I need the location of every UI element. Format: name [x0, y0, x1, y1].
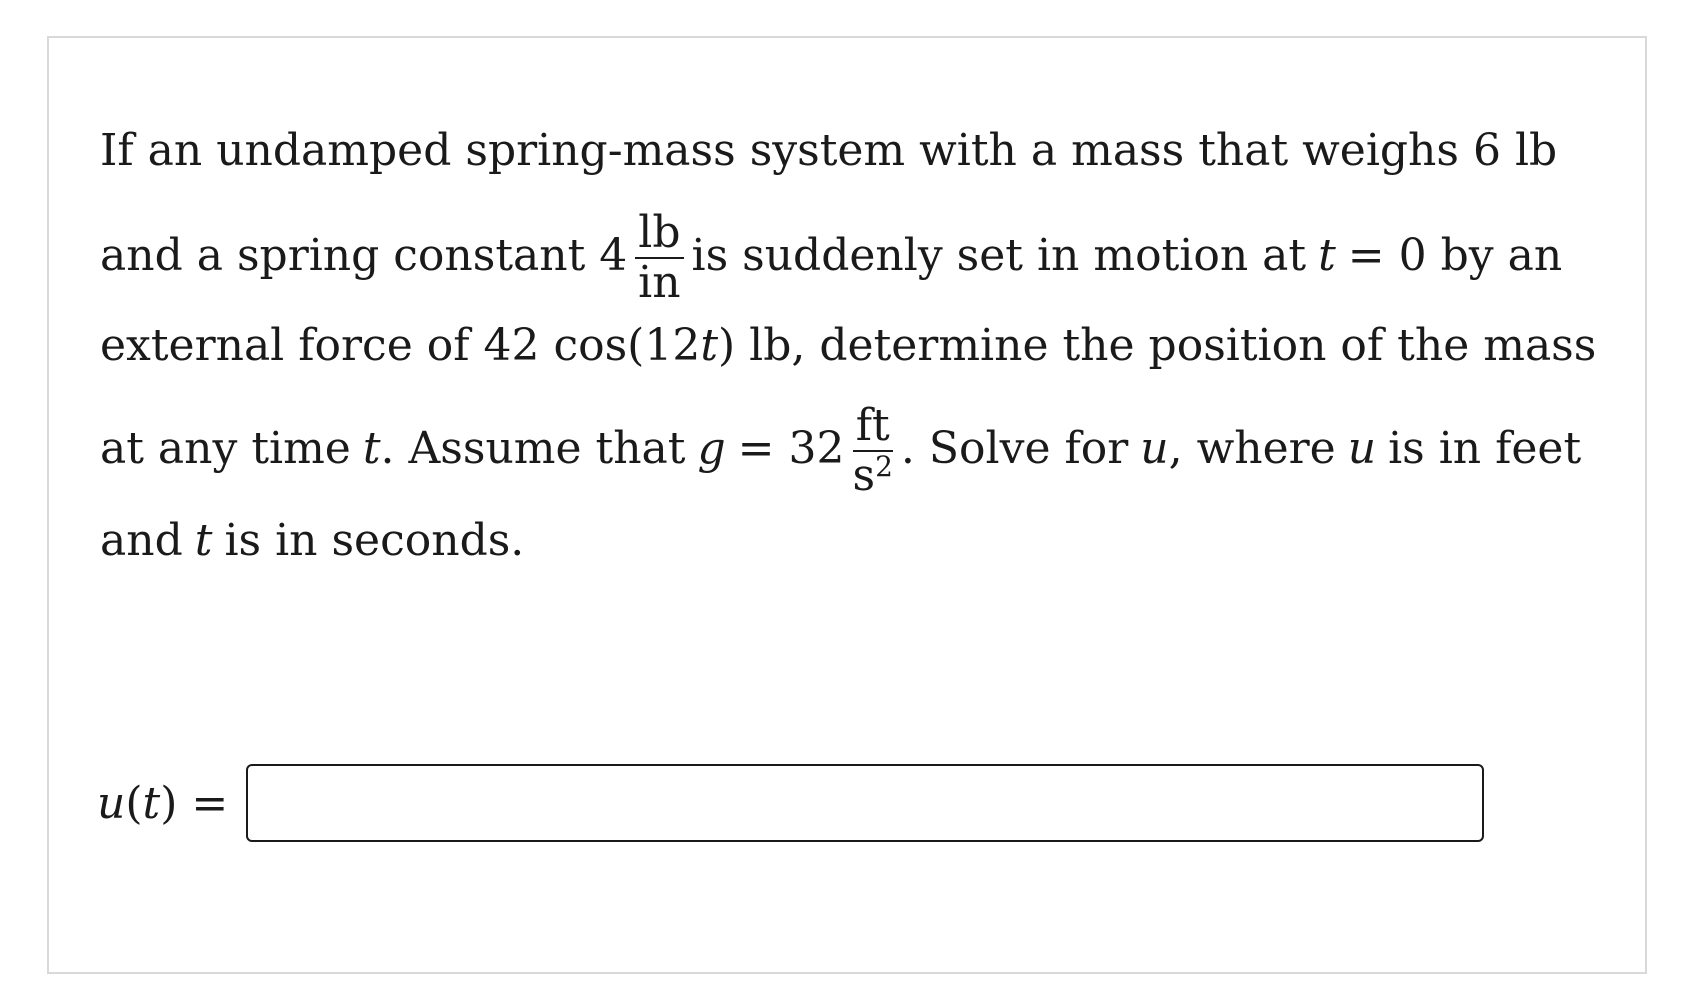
time-variable: t: [194, 515, 213, 566]
problem-line-1-text: If an undamped spring-mass system with a mass that weighs 6 lb: [100, 125, 1558, 176]
answer-function-name: u: [97, 777, 126, 829]
equals-sign: =: [191, 777, 229, 829]
assume-text: . Assume that: [380, 423, 686, 474]
problem-line-4: [100, 400, 1582, 501]
problem-line-3: [100, 321, 1596, 371]
units-numerator: ft: [853, 404, 893, 452]
spring-constant-text: and a spring constant 4: [100, 230, 628, 281]
problem-line-5: [100, 516, 524, 566]
units-denominator: [852, 450, 893, 501]
time-variable: t: [700, 320, 719, 371]
question-panel: [47, 36, 1647, 974]
gravity-value: = 32: [737, 423, 845, 474]
problem-line-2: [100, 207, 1563, 308]
seconds-text: is in seconds.: [224, 515, 525, 566]
position-variable: u: [1347, 423, 1377, 474]
open-paren: (: [125, 777, 143, 829]
answer-function-argument: t: [142, 777, 161, 829]
external-force-text: external force of 42 cos(12: [100, 320, 701, 371]
time-variable: t: [362, 423, 381, 474]
motion-text: is suddenly set in motion at: [691, 230, 1307, 281]
time-variable: t: [1318, 230, 1336, 281]
answer-input[interactable]: [246, 764, 1484, 842]
where-text: , where: [1168, 423, 1336, 474]
spring-constant-units: [635, 207, 683, 308]
feet-text: is in feet: [1388, 423, 1582, 474]
position-variable: u: [1140, 423, 1169, 474]
units-denominator-base: s: [852, 450, 876, 501]
answer-label: [97, 778, 228, 829]
and-text: and: [100, 515, 183, 566]
close-paren: ): [160, 777, 178, 829]
units-exponent: 2: [875, 450, 893, 483]
any-time-text: at any time: [100, 423, 351, 474]
answer-row: [97, 764, 1484, 842]
units-numerator: lb: [635, 211, 683, 259]
gravity-units: [852, 400, 893, 501]
gravity-variable: g: [697, 423, 726, 474]
determine-position-text: ) lb, determine the position of the mass: [718, 320, 1597, 371]
problem-line-1: [100, 126, 1557, 176]
solve-for-text: . Solve for: [900, 423, 1129, 474]
units-denominator: in: [638, 257, 681, 308]
initial-time-text: = 0 by an: [1347, 230, 1563, 281]
